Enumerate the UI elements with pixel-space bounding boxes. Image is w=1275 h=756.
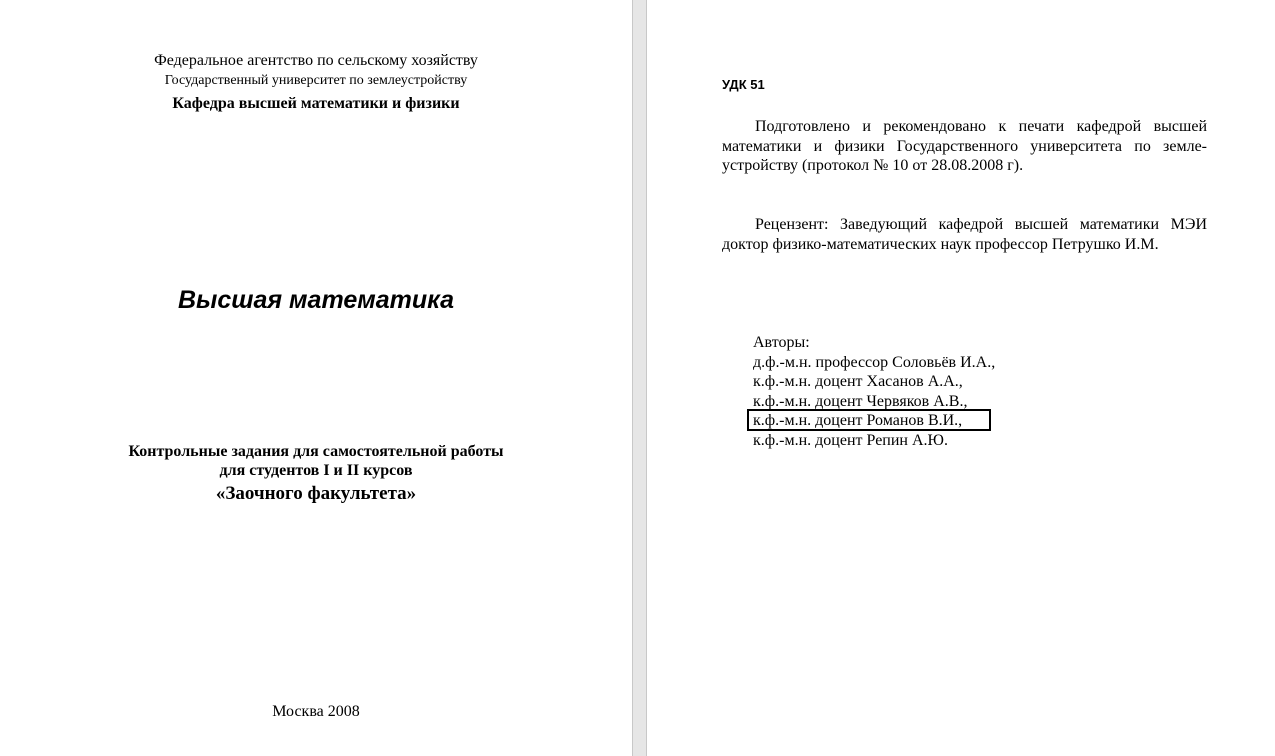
city-year: Москва 2008 (272, 703, 360, 720)
agency-name: Федеральное агентство по сельскому хозяйству (154, 52, 478, 69)
author-item: к.ф.-м.н. доцент Репин А.Ю. (753, 431, 948, 449)
author-item: к.ф.-м.н. доцент Червяков А.В., (753, 392, 968, 410)
authors-heading: Авторы: (753, 334, 810, 351)
university-name: Государственный университет по землеустройству (164, 73, 468, 88)
reviewer-paragraph: Рецензент: Заведующий кафедрой высшей математики МЭИ доктор физико-математических наук профессор Петрушко И.М. (722, 216, 1207, 253)
subtitle-line-1: Контрольные задания для самостоятельной работы (128, 443, 504, 460)
faculty-name: «Заочного факультета» (215, 483, 417, 504)
title-page (0, 0, 632, 756)
udk-code: УДК 51 (722, 77, 765, 92)
authors-list (753, 333, 995, 450)
author-item: к.ф.-м.н. доцент Хасанов А.А., (753, 373, 963, 390)
department-name: Кафедра высшей математики и физики (172, 95, 460, 112)
page-gutter (632, 0, 647, 756)
author-item: к.ф.-м.н. доцент Романов В.И., (753, 412, 963, 429)
author-item: д.ф.-м.н. профессор Соловьёв И.А., (753, 353, 996, 371)
document-title: Высшая математика (177, 286, 455, 314)
subtitle-line-2: для студентов I и II курсов (219, 462, 413, 479)
prepared-paragraph: Подготовлено и рекомендовано к печати кафедрой высшей математики и физики Государственного университета по земле-устройству (протокол № 10 от 28.08.2008 г). (722, 118, 1207, 174)
author-highlight-box (747, 409, 991, 431)
imprint-page (647, 0, 1275, 756)
